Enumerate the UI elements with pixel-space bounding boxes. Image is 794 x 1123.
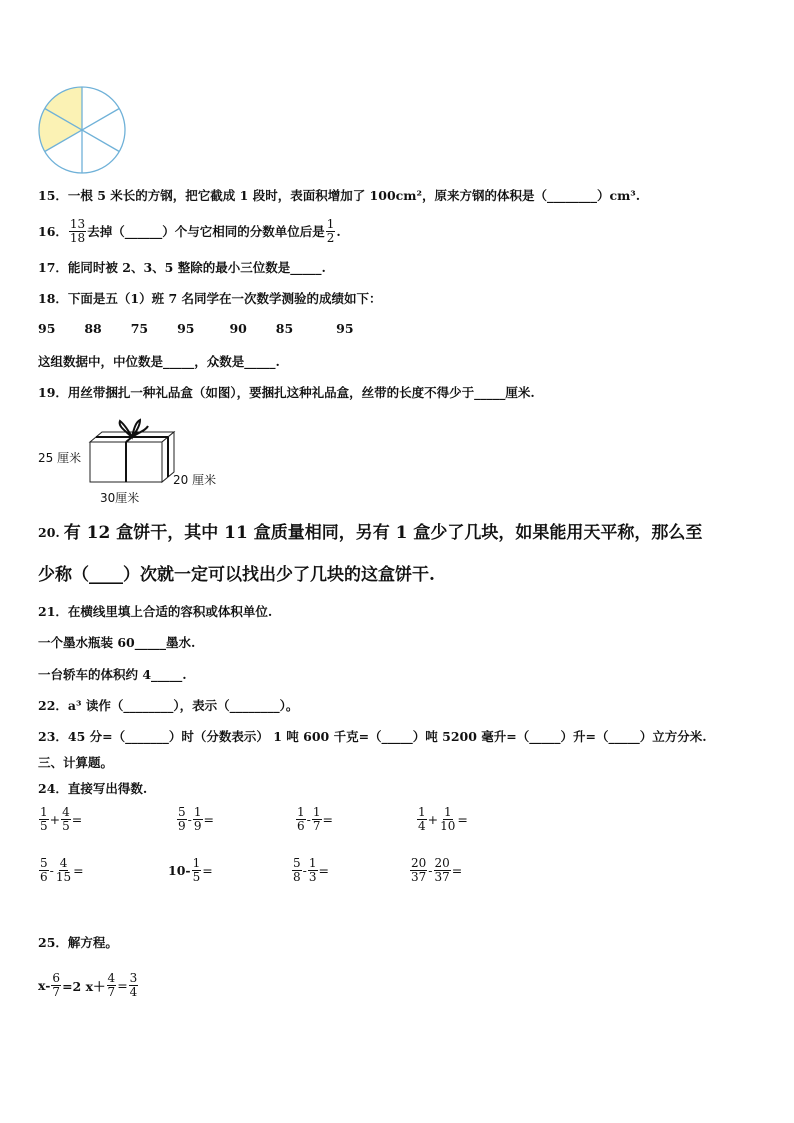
- calc-item: 10- $\frac{1}{5}$ =: [168, 856, 213, 884]
- question-text: 用丝带捆扎一种礼品盒（如图），要捆扎这种礼品盒，丝带的长度不得少于_____厘米.: [67, 385, 535, 400]
- question-number: 16．: [38, 223, 68, 239]
- question-text: 直接写出得数.: [67, 781, 148, 796]
- question-25: [38, 934, 118, 952]
- question-18-prompt: 这组数据中，中位数是_____，众数是_____.: [38, 354, 280, 369]
- question-text: 一根 5 米长的方钢，把它截成 1 段时，表面积增加了 100cm²，原来方钢的体积是（________）cm³.: [67, 188, 641, 203]
- section-heading: 三、计算题。: [38, 755, 114, 770]
- question-24: [38, 780, 147, 798]
- question-number: 22．: [38, 698, 68, 713]
- question-text: 能同时被 2、3、5 整除的最小三位数是_____.: [67, 260, 326, 275]
- calc-item: $\frac{5}{6}$ - $\frac{4}{15}$ =: [40, 856, 84, 884]
- question-number: 15．: [38, 188, 68, 203]
- label-width: 30厘米: [100, 491, 140, 505]
- question-text: 下面是五（1）班 7 名同学在一次数学测验的成绩如下：: [67, 291, 382, 306]
- question-22: [38, 697, 298, 715]
- question-17: [38, 259, 326, 277]
- gift-box-diagram: [84, 418, 180, 488]
- score: 85: [275, 321, 294, 336]
- label-height: 25 厘米: [38, 451, 82, 465]
- score: 95: [177, 321, 195, 336]
- question-15: [38, 187, 640, 205]
- calc-item: $\frac{1}{5}$ + $\frac{4}{5}$ =: [40, 805, 83, 833]
- pie-diagram: [36, 84, 128, 176]
- score-list: [38, 321, 354, 336]
- question-number: 20.: [38, 525, 60, 540]
- question-16: 16． $\frac{13}{18}$ 去掉（______）个与它相同的分数单位后是 $\frac{1}{2}$ .: [38, 217, 341, 245]
- question-text: 解方程。: [67, 935, 118, 950]
- question-21: [38, 603, 272, 621]
- calc-item: $\frac{5}{9}$ - $\frac{1}{9}$ =: [178, 805, 214, 833]
- question-text: 在横线里填上合适的容积或体积单位.: [67, 604, 273, 619]
- score: 95: [38, 321, 56, 336]
- question-number: 24．: [38, 781, 68, 796]
- fraction: $\frac{13}{18}$: [69, 217, 86, 245]
- question-19: [38, 384, 535, 402]
- question-number: 19．: [38, 385, 68, 400]
- score: 75: [130, 321, 149, 336]
- question-number: 21．: [38, 604, 68, 619]
- calc-item: $\frac{20}{37}$ - $\frac{20}{37}$ =: [411, 856, 463, 884]
- label-depth: 20 厘米: [173, 473, 217, 487]
- question-21-b: 一台轿车的体积约 4_____.: [38, 667, 187, 682]
- score: 88: [84, 321, 102, 336]
- question-20: [38, 521, 702, 545]
- question-number: 18．: [38, 291, 68, 306]
- calc-item: $\frac{1}{4}$ + $\frac{1}{10}$ =: [418, 805, 468, 833]
- calc-item: $\frac{5}{8}$ - $\frac{1}{3}$ =: [293, 856, 329, 884]
- score: 95: [336, 321, 354, 336]
- question-text: 去掉（______）个与它相同的分数单位后是: [87, 223, 325, 239]
- question-number: 23．: [38, 729, 68, 744]
- question-text: 有 12 盒饼干，其中 11 盒质量相同，另有 1 盒少了几块，如果能用天平称，那么至: [63, 523, 703, 543]
- question-21-a: 一个墨水瓶装 60_____墨水.: [38, 635, 196, 650]
- question-text: a³ 读作（________），表示（________）。: [67, 698, 299, 713]
- question-number: 25．: [38, 935, 68, 950]
- score: 90: [229, 321, 247, 336]
- question-number: 17．: [38, 260, 68, 275]
- equation: x- $\frac{6}{7}$ =2 x＋ $\frac{4}{7}$ = $\frac{3}{4}$: [38, 971, 138, 999]
- fraction: $\frac{1}{2}$: [326, 217, 335, 245]
- calc-item: $\frac{1}{6}$ - $\frac{1}{7}$ =: [297, 805, 333, 833]
- question-20-cont: 少称（____）次就一定可以找出少了几块的这盒饼干.: [38, 565, 435, 585]
- question-23: [38, 728, 707, 746]
- question-18: [38, 290, 382, 308]
- question-text: 45 分=（_______）时（分数表示） 1 吨 600 千克=（_____）吨 5200 毫升=（_____）升=（_____）立方分米.: [67, 729, 707, 744]
